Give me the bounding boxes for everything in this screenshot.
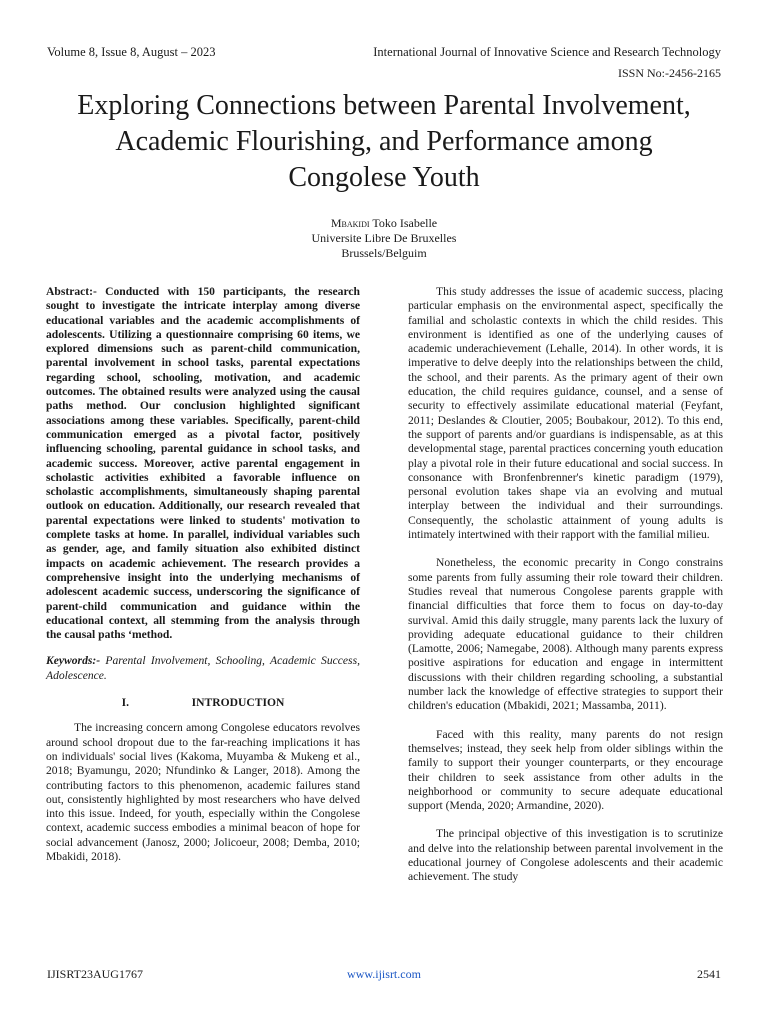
author-block <box>0 216 768 261</box>
page-number: 2541 <box>697 967 721 981</box>
author-surname: Mbakidi <box>330 216 370 230</box>
body-paragraph: The principal objective of this investigation is to scrutinize and delve into the relationship between parental involvement in the educational journey of Congolese adolescents and their academic achievement. The study <box>408 827 723 884</box>
abstract-paragraph: Abstract:- Conducted with 150 participants, the research sought to investigate the intricate interplay among diverse educational variables and the academic accomplishments of adolescents. Utilizing a questionnaire comprising 60 items, we explored dimensions such as parent-child communication, parental involvement in school tasks, parental expectations regarding school, schooling, motivation, and academic outcomes. The obtained results were analyzed using the causal paths method. Our conclusion highlighted significant associations among these variables. Specifically, parent-child communication emerged as a pivotal factor, positively influencing schooling, parental guidance in school tasks, and academic success. Moreover, active parental engagement in scholastic activities exhibited a favorable influence on scholastic accomplishments, simultaneously shaping parental outlook on education. Additionally, our research revealed that parental expectations were linked to students' motivation to complete tasks at home. In parallel, individual variables such as gender, age, and family situation also exhibited distinct impacts on academic achievement. The research provides a comprehensive insight into the underlying mechanisms of adolescent academic success, underscoring the significance of parent-child communication and guidance within the educational context, all stemming from the analysis through the causal paths ‘method. <box>46 285 360 642</box>
section-number: I. <box>121 696 130 710</box>
issn-number: ISSN No:-2456-2165 <box>617 66 721 80</box>
intro-paragraph: The increasing concern among Congolese educators revolves around school dropout due to the far-reaching implications it has on individuals' social lives (Kakoma, Muyamba & Mukeng et al., 2018; Byamungu, 2020; Nfundinko & Langer, 2018). Among the contributing factors to this phenomenon, academic failures stand out, consistently highlighted by most researchers who have delved into this issue. Indeed, for youth, especially within the Congolese context, academic success embodies a minimal beacon of hope for social advancement (Janosz, 2000; Jolicoeur, 2008; Demba, 2010; Mbakidi, 2018). <box>46 721 360 863</box>
section-title: INTRODUCTION <box>191 696 285 710</box>
body-paragraph: This study addresses the issue of academic success, placing particular emphasis on the environmental aspect, specifically the familial and scholastic contexts in which the child resides. This environment is identified as one of the underlying causes of academic underachievement (Lehalle, 2014). In other words, it is imperative to delve deeply into the relationships between the child, the school, and their parents. As the primary agent of their own education, the child requires guidance, counsel, and a sense of security to effectively assimilate educational material (Feyfant, 2011; Deslandes & Cloutier, 2005; Boubakour, 2012). To this end, the support of parents and/or guardians is indispensable, as at this developmental stage, parental practices concerning youth education play a pivotal role in their future educational and social success. In consonance with Bronfenbrenner's kinetic paradigm (1979), personal evolution takes shape via an evolving and mutual interplay between the individual and their surroundings. Consequently, the scholastic attainment of young adults is intimately intertwined with their rapport with the familial milieu. <box>408 285 723 542</box>
journal-name: International Journal of Innovative Science and Research Technology <box>373 45 721 59</box>
body-paragraph: Nonetheless, the economic precarity in Congo constrains some parents from fully assuming their role toward their children. Studies reveal that numerous Congolese parents grapple with financial difficulties that force them to focus on day-to-day survival. Amid this daily struggle, many parents lack the luxury of providing adequate educational guidance to their children (Lamotte, 2006; Namegabe, 2008). Although many parents express positive aspirations for education and engage in intermittent discussions with their children regarding schooling, a substantial number lack the knowledge of effective strategies to support their children's education (Mbakidi, 2021; Massamba, 2011). <box>408 556 723 713</box>
keywords-paragraph <box>46 654 360 683</box>
author-given-name: Toko Isabelle <box>372 216 438 230</box>
left-column <box>46 285 360 864</box>
author-name <box>0 216 768 231</box>
volume-issue: Volume 8, Issue 8, August – 2023 <box>47 45 216 59</box>
keywords-text: Parental Involvement, Schooling, Academic Success, Adolescence. <box>46 654 360 682</box>
section-heading <box>46 696 360 710</box>
author-location: Brussels/Belguim <box>341 246 427 260</box>
journal-url-link[interactable]: www.ijisrt.com <box>347 967 421 981</box>
keywords-label: Keywords:- <box>46 654 101 668</box>
paper-title: Exploring Connections between Parental Involvement, Academic Flourishing, and Performance among Congolese Youth <box>77 90 691 193</box>
right-column <box>408 285 723 885</box>
body-paragraph: Faced with this reality, many parents do not resign themselves; instead, they seek help from older siblings within the family to support their younger counterparts, or they encourage their children to seek assistance from other adults in the neighborhood or community to secure adequate educational support (Menda, 2020; Armandine, 2020). <box>408 727 723 813</box>
author-affiliation: Universite Libre De Bruxelles <box>311 231 457 245</box>
paper-code: IJISRT23AUG1767 <box>47 967 143 981</box>
